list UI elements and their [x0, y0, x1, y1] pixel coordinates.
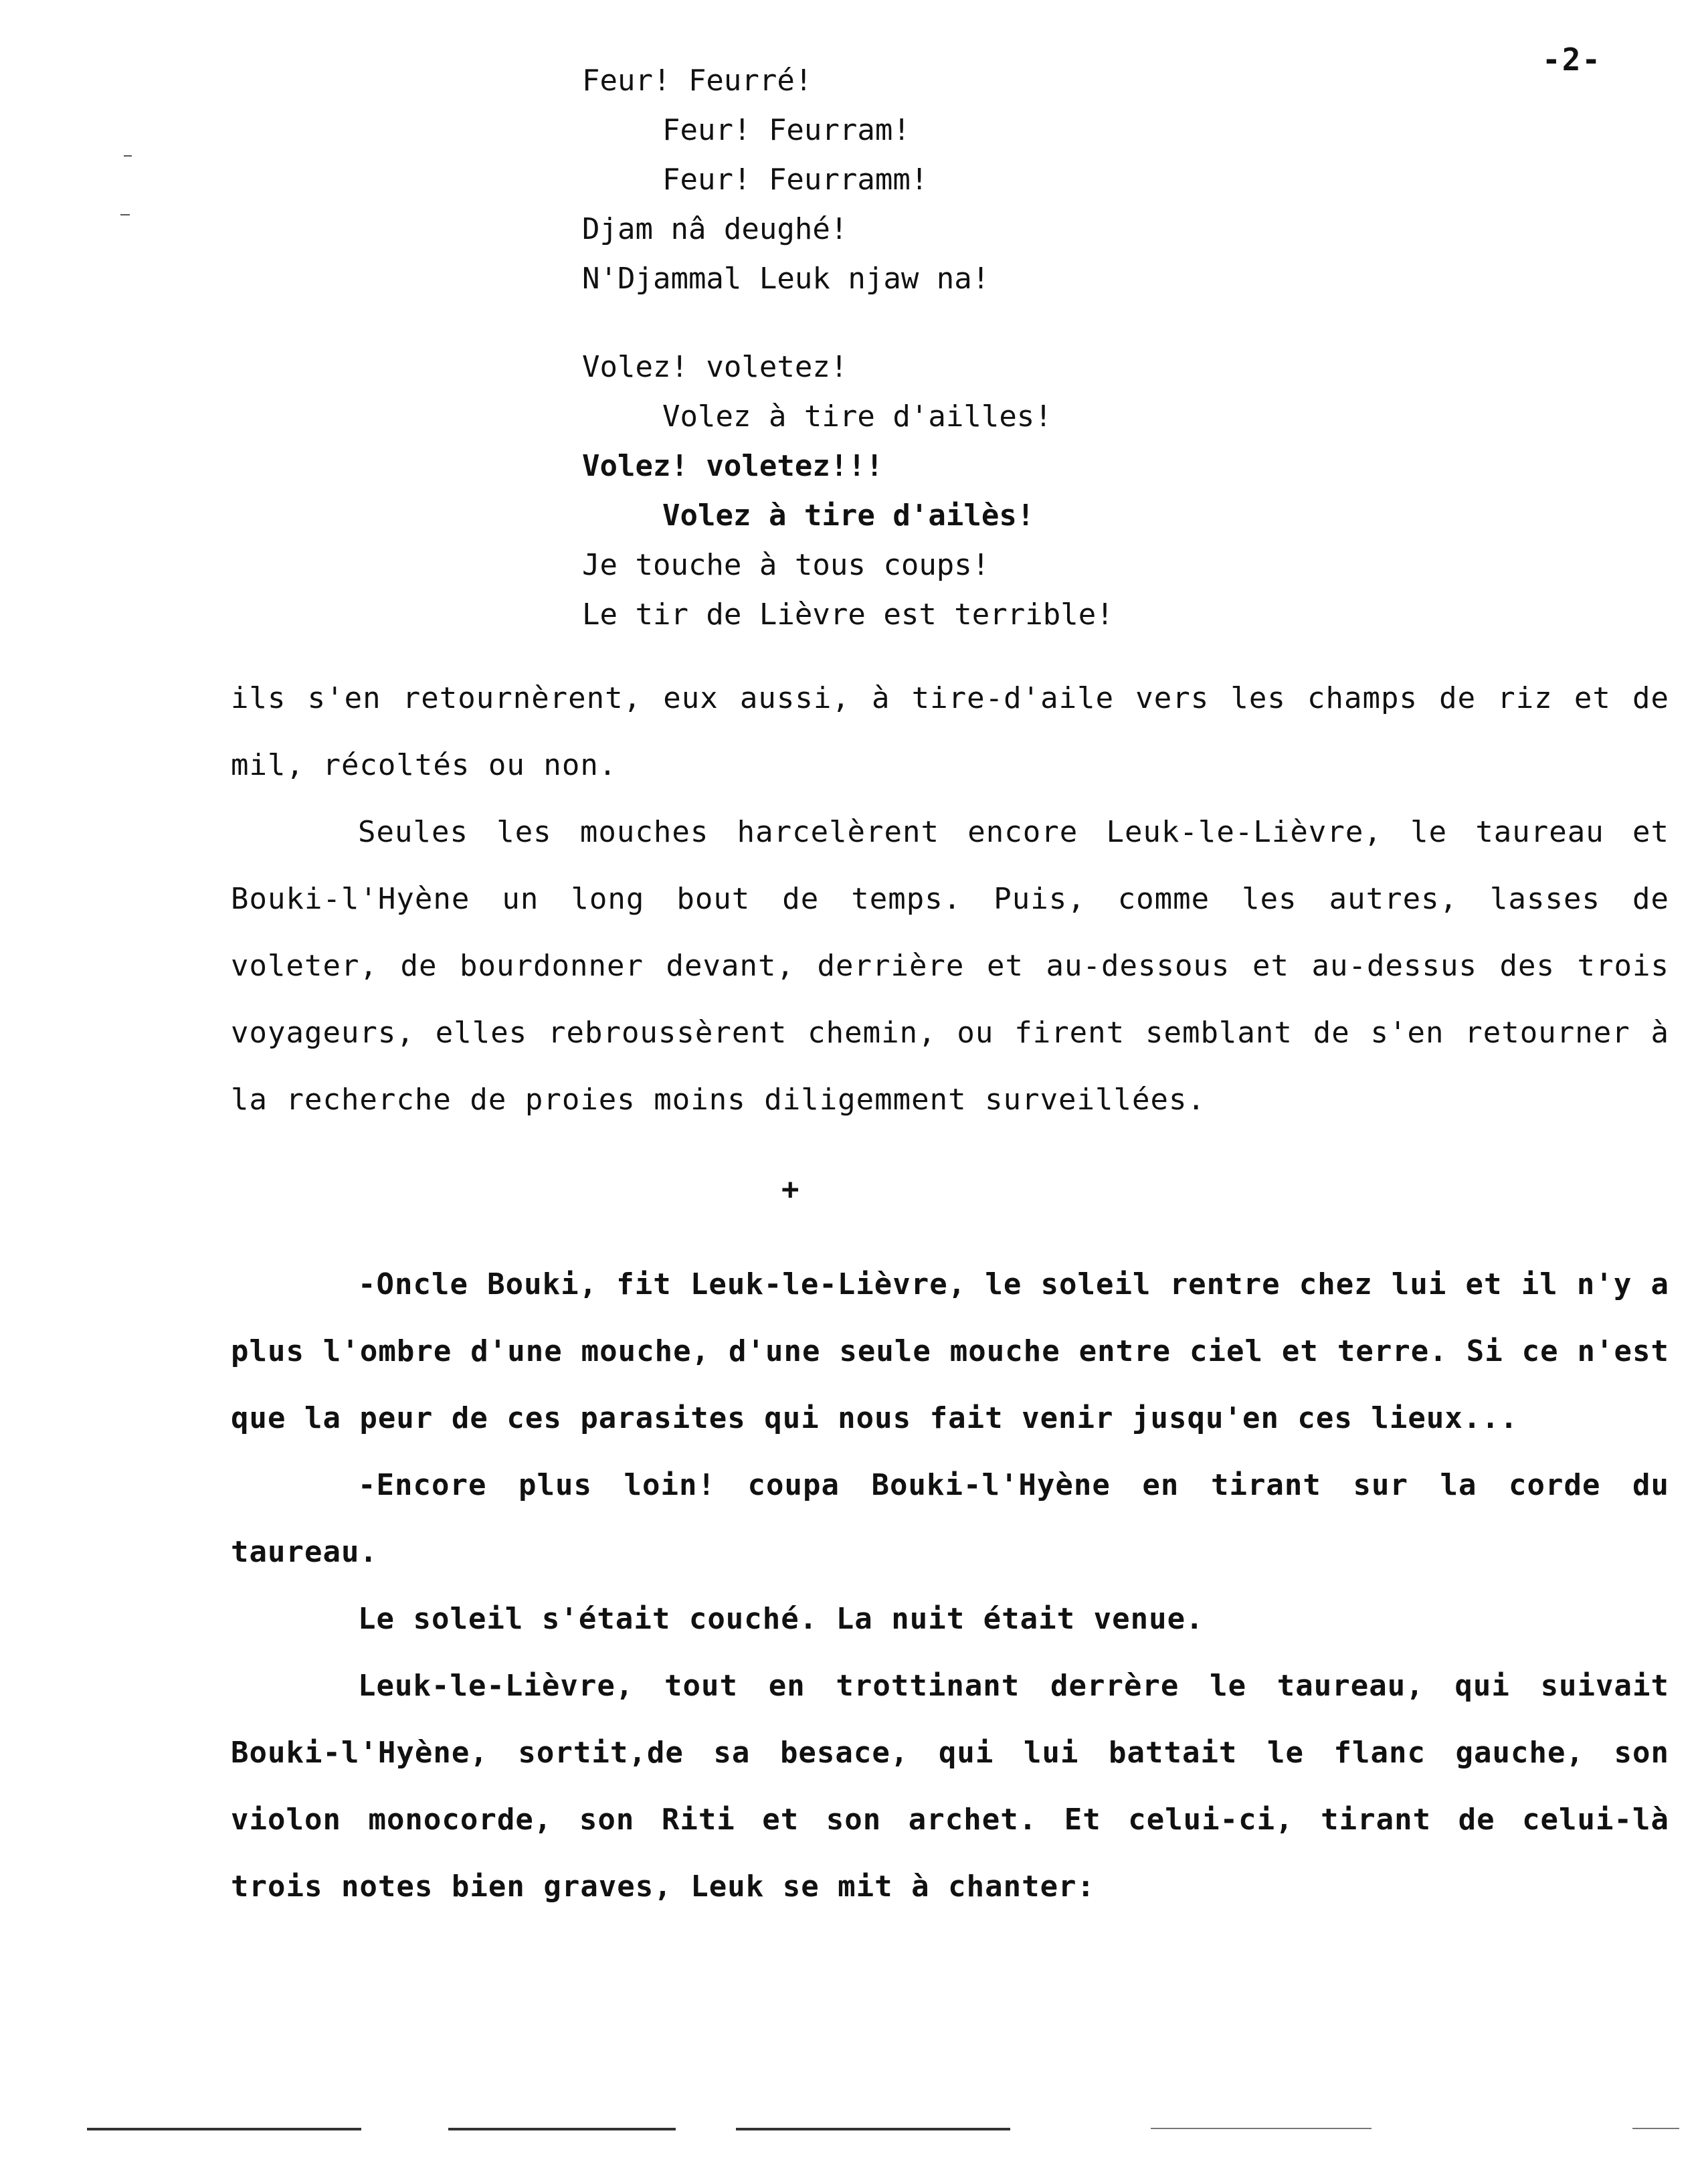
verse-line: Volez à tire d'ailès!: [662, 498, 1035, 533]
section-separator: +: [781, 1172, 799, 1206]
narrative-part-1: [231, 665, 1669, 1133]
verse-line: Volez à tire d'ailles!: [662, 399, 1052, 434]
bottom-rule: [448, 2128, 676, 2130]
wolof-verse: [582, 56, 989, 304]
narrative-part-2: [231, 1251, 1669, 1920]
bottom-rule: [1151, 2128, 1372, 2129]
verse-line: Je touche à tous coups!: [582, 548, 990, 582]
verse-line: N'Djammal Leuk njaw na!: [582, 262, 990, 296]
verse-line: Djam nâ deughé!: [582, 212, 848, 246]
verse-line: Le tir de Lièvre est terrible!: [582, 598, 1114, 632]
french-verse: [582, 343, 1114, 640]
scan-mark: [124, 155, 132, 157]
paragraph: -Oncle Bouki, fit Leuk-le-Lièvre, le soleil rentre chez lui et il n'y a plus l'ombre d'une mouche, d'une seule mouche entre ciel et terre. Si ce n'est que la peur de ces parasites qui nous fait venir jusqu'en ces lieux...: [231, 1267, 1669, 1435]
verse-line: Feur! Feurramm!: [662, 163, 929, 197]
paragraph: ils s'en retournèrent, eux aussi, à tire-d'aile vers les champs de riz et de mil, récoltés ou non.: [231, 681, 1669, 782]
bottom-rule: [736, 2128, 1010, 2130]
verse-line: Volez! voletez!!!: [582, 449, 884, 483]
page-number: -2-: [1542, 41, 1602, 78]
verse-line: Feur! Feurré!: [582, 64, 813, 98]
paragraph: Le soleil s'était couché. La nuit était venue.: [358, 1602, 1204, 1636]
paragraph: Leuk-le-Lièvre, tout en trottinant derrère le taureau, qui suivait Bouki-l'Hyène, sortit,de sa besace, qui lui battait le flanc gauche, son violon monocorde, son Riti et son archet. Et celui-ci, tirant de celui-là trois notes bien graves, Leuk se mit à chanter:: [231, 1669, 1669, 1904]
verse-line: Volez! voletez!: [582, 350, 848, 384]
bottom-rule: [87, 2128, 361, 2130]
verse-line: Feur! Feurram!: [662, 113, 911, 147]
scan-mark: [120, 214, 130, 215]
paragraph: Seules les mouches harcelèrent encore Leuk-le-Lièvre, le taureau et Bouki-l'Hyène un long bout de temps. Puis, comme les autres, lasses de voleter, de bourdonner devant, derrière et au-dessous et au-dessus des trois voyageurs, elles rebroussèrent chemin, ou firent semblant de s'en retourner à la recherche de proies moins diligemment surveillées.: [231, 815, 1669, 1117]
paragraph: -Encore plus loin! coupa Bouki-l'Hyène en tirant sur la corde du taureau.: [231, 1468, 1669, 1569]
bottom-rule: [1632, 2128, 1679, 2129]
